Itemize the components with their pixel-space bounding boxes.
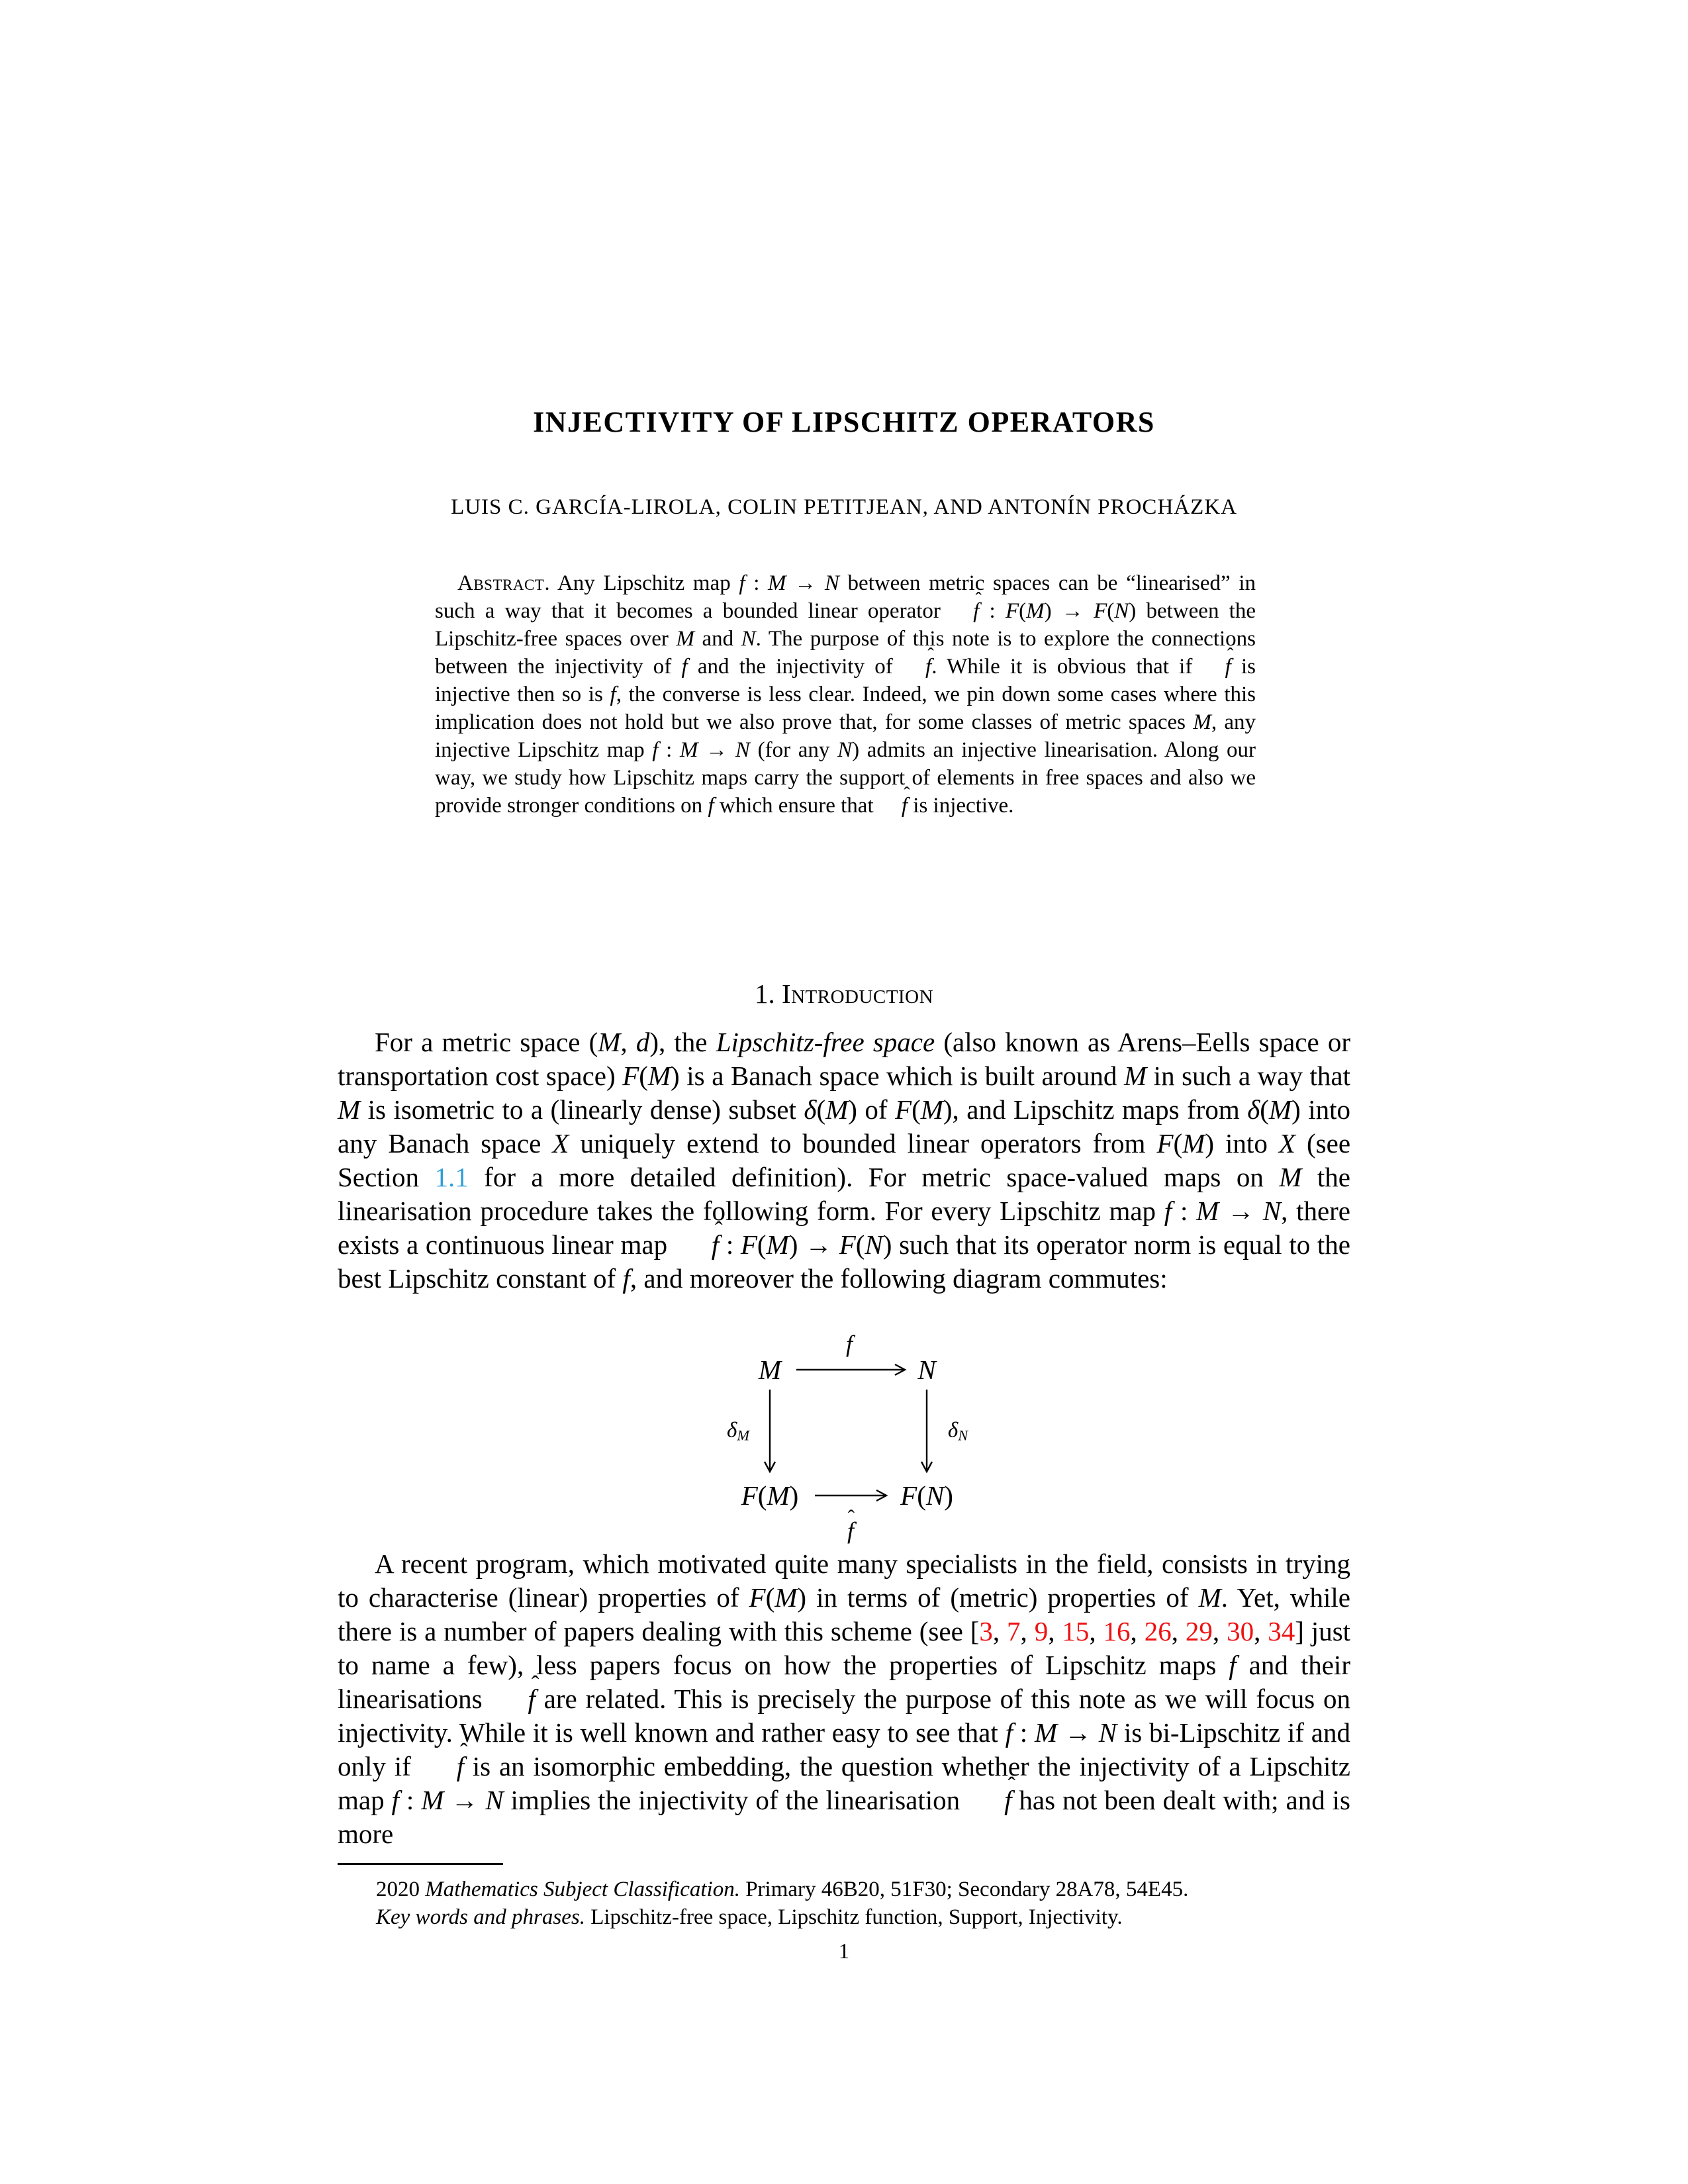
text-run: ) such that its operator norm is equal to the best Lipschitz constant of (338, 1229, 1350, 1294)
text-run: ) → (1044, 599, 1094, 623)
text-run: , the converse is less clear. Indeed, we pin down some cases where this implication does not hold but we also prove that, for some classes of metric spaces (435, 683, 1256, 734)
text-run: M (768, 571, 786, 595)
text-run: → (786, 571, 825, 595)
text-run: δ (804, 1094, 817, 1125)
citation-ref-15[interactable]: 15 (1062, 1616, 1090, 1646)
text-run: ( (917, 1480, 926, 1511)
text-run: . Yet, while there is a number of papers dealing with this scheme (see [ (338, 1582, 1350, 1646)
citation-ref-34[interactable]: 34 (1268, 1616, 1295, 1646)
text-run: M, d (598, 1027, 650, 1057)
text-run: is an isomorphic embedding, the question whether the injectivity of a Lipschitz map (338, 1751, 1350, 1815)
abstract-label: Abstract. (457, 571, 551, 595)
text-run: ), the (649, 1027, 716, 1057)
text-run: N (1098, 1717, 1117, 1748)
text-run: ) is a Banach space which is built around (671, 1061, 1124, 1091)
text-run: Primary 46B20, 51F30; Secondary 28A78, 54E45. (739, 1877, 1189, 1901)
text-run: ) → (788, 1229, 839, 1260)
text-run: M (1182, 1128, 1205, 1159)
citation-ref-30[interactable]: 30 (1227, 1616, 1254, 1646)
text-run: , (1130, 1616, 1145, 1646)
text-run: M (767, 1480, 790, 1511)
text-run: is injective. (908, 794, 1014, 818)
text-run: ( (757, 1480, 767, 1511)
text-run: N (735, 738, 750, 762)
citation-ref-9[interactable]: 9 (1034, 1616, 1049, 1646)
text-run: M (1193, 710, 1211, 734)
text-run: are related. This is precisely the purpose of this note as we will focus on injectivity. While it is well known and rather easy to see that (338, 1684, 1350, 1748)
citation-ref-3[interactable]: 3 (979, 1616, 993, 1646)
text-run: is isometric to a (linearly dense) subset (360, 1094, 804, 1125)
diagram-label-delta-M (727, 1419, 749, 1445)
text-run: X (1278, 1128, 1295, 1159)
text-run: ( (912, 1094, 921, 1125)
text-run: f (622, 1263, 630, 1294)
text-run: f (652, 738, 659, 762)
text-run: between metric spaces can be “linearised” in such a way that it becomes a bounded linear operator (435, 571, 1256, 623)
abstract (435, 569, 1256, 820)
text-run: : (399, 1785, 422, 1815)
text-run: ) admits an injective linearisation. Along our way, we study how Lipschitz maps carry the support of elements in free spaces and also we provide stronger conditions on (435, 738, 1256, 818)
text-run: f ˆ (675, 1231, 719, 1258)
text-run: f (1164, 1196, 1172, 1226)
text-run: N (958, 1427, 968, 1444)
text-run: → (698, 738, 735, 762)
citation-ref-7[interactable]: 7 (1007, 1616, 1021, 1646)
text-run: is bi-Lipschitz if and only if (338, 1717, 1350, 1781)
text-run: f (708, 794, 714, 818)
text-run: F (749, 1582, 766, 1613)
text-run: is injective then so is (435, 655, 1256, 706)
text-run: ( (1173, 1128, 1183, 1159)
text-run: . While it is obvious that if (931, 655, 1203, 679)
text-run: Lipschitz-free space (716, 1027, 935, 1057)
text-run: N (925, 1480, 945, 1511)
text-run: : (979, 599, 1006, 623)
text-run: M (421, 1785, 444, 1815)
text-run: , (1254, 1616, 1268, 1646)
commutative-diagram (679, 1331, 1009, 1546)
text-run: the linearisation procedure takes the following form. For every Lipschitz map (338, 1162, 1351, 1226)
text-run: For a metric space ( (375, 1027, 598, 1057)
abstract-text (435, 571, 1256, 818)
text-run: in such a way that (1147, 1061, 1350, 1091)
text-run: f ˆ (903, 656, 931, 678)
text-run: Introduction (781, 978, 934, 1009)
citation-ref-29[interactable]: 29 (1185, 1616, 1213, 1646)
text-run: which ensure that (714, 794, 879, 818)
text-run: (also known as Arens–Eells space or transportation cost space) (338, 1027, 1350, 1091)
text-run: , any injective Lipschitz map (435, 710, 1256, 762)
text-run: , (1089, 1616, 1103, 1646)
text-run: N (865, 1229, 883, 1260)
text-run: ( (639, 1061, 648, 1091)
text-run: , (1212, 1616, 1227, 1646)
text-run: ) (944, 1480, 953, 1511)
diagram-label-f (846, 1330, 853, 1358)
text-run: f ˆ (967, 1787, 1011, 1814)
text-run: N (824, 571, 839, 595)
text-run: ), and Lipschitz maps from (943, 1094, 1248, 1125)
text-run: ) between the Lipschitz-free spaces over (435, 599, 1256, 651)
text-run: 2020 (376, 1877, 426, 1901)
text-run: → (1219, 1196, 1263, 1226)
text-run: uniquely extend to bounded linear operators from (569, 1128, 1157, 1159)
text-run: ( (1019, 599, 1027, 623)
text-run: implies the injectivity of the linearisation (503, 1785, 968, 1815)
text-run: f (739, 571, 745, 595)
text-run: (see Section (338, 1128, 1351, 1192)
text-run: f (1005, 1717, 1013, 1748)
diagram-node-M (759, 1354, 781, 1386)
citation-ref-26[interactable]: 26 (1144, 1616, 1172, 1646)
text-run: N (1262, 1196, 1282, 1226)
text-run: M (1268, 1094, 1292, 1125)
text-run: M (647, 1061, 671, 1091)
text-run: f ˆ (847, 1519, 854, 1543)
text-run: F (740, 1229, 757, 1260)
text-run: and (694, 627, 741, 651)
text-run: ) into any Banach space (338, 1094, 1350, 1159)
intro-paragraph-2 (338, 1547, 1350, 1851)
text-run: δ (947, 1418, 959, 1443)
text-run: M (774, 1582, 798, 1613)
text-run: F (895, 1094, 912, 1125)
text-run: . The purpose of this note is to explore the connections between the injectivity of (435, 627, 1256, 679)
text-run: ( (1107, 599, 1115, 623)
text-run: f (610, 683, 616, 706)
intro-paragraph-1 (338, 1025, 1350, 1296)
text-run: f (681, 655, 688, 679)
footnote-rule (338, 1863, 503, 1865)
page-number: 1 (838, 1940, 850, 1964)
text-run: M (1034, 1717, 1058, 1748)
text-run: f ˆ (491, 1685, 535, 1713)
text-run: N (917, 1354, 936, 1385)
text-run: M (766, 1229, 789, 1260)
text-run: Lipschitz-free space, Lipschitz function, Support, Injectivity. (585, 1905, 1123, 1929)
text-run: F (622, 1061, 639, 1091)
text-run: ) in terms of (metric) properties of (797, 1582, 1199, 1613)
text-run: → (1057, 1717, 1099, 1748)
text-run: F (1005, 599, 1019, 623)
text-run: f ˆ (1203, 656, 1231, 678)
text-run: , there exists a continuous linear map (338, 1196, 1351, 1260)
text-run: f ˆ (951, 600, 979, 622)
text-run: f (845, 1331, 853, 1357)
text-run: f ˆ (879, 795, 908, 817)
text-run: , (1048, 1616, 1062, 1646)
text-run: 1. (754, 978, 782, 1009)
text-run: F (1094, 599, 1107, 623)
text-run: Mathematics Subject Classification. (425, 1877, 740, 1901)
text-run: M (676, 627, 694, 651)
diagram-label-delta-N (948, 1419, 968, 1445)
text-run: f (391, 1785, 399, 1815)
text-run: M (1123, 1061, 1147, 1091)
text-run: ( (855, 1229, 865, 1260)
diagram-node-FM (741, 1480, 799, 1511)
text-run: M (825, 1094, 849, 1125)
text-run: M (1196, 1196, 1219, 1226)
text-run: f ˆ (420, 1753, 464, 1780)
text-run: δ (1247, 1094, 1260, 1125)
text-run: ] just to name a few), less papers focus on how the properties of Lipschitz maps (338, 1616, 1351, 1680)
footnote-msc (338, 1876, 1350, 1903)
text-run: ( (1260, 1094, 1269, 1125)
text-run: (for any (749, 738, 838, 762)
citation-ref-16[interactable]: 16 (1103, 1616, 1131, 1646)
text-run: X (552, 1128, 569, 1159)
text-run: M (758, 1354, 782, 1385)
text-run: M (1279, 1162, 1302, 1192)
text-run: F (1156, 1128, 1174, 1159)
text-run: ( (757, 1229, 767, 1260)
authors-line: LUIS C. GARCÍA-LIROLA, COLIN PETITJEAN, AND ANTONÍN PROCHÁZKA (451, 495, 1237, 519)
text-run: : (1172, 1196, 1197, 1226)
text-run: F (839, 1229, 856, 1260)
text-run: N (1114, 599, 1129, 623)
text-run: and the injectivity of (687, 655, 904, 679)
text-run: for a more detailed definition). For metric space-valued maps on (468, 1162, 1280, 1192)
text-run: N (837, 738, 853, 762)
text-run: Any Lipschitz map (557, 571, 739, 595)
text-run: Key words and phrases. (376, 1905, 585, 1929)
text-run: : (1012, 1717, 1035, 1748)
text-run: M (920, 1094, 943, 1125)
text-run: and their linearisations (338, 1650, 1350, 1714)
text-run: ) into (1205, 1128, 1279, 1159)
text-run: M (680, 738, 698, 762)
text-run: ( (816, 1094, 826, 1125)
diagram-node-N (917, 1354, 935, 1386)
diagram-node-FN (900, 1480, 953, 1511)
text-run: N (485, 1785, 504, 1815)
text-run: , (1171, 1616, 1186, 1646)
text-run: ) of (848, 1094, 896, 1125)
text-run: F (741, 1480, 758, 1511)
text-run: , and moreover the following diagram commutes: (630, 1263, 1168, 1294)
text-run: ( (765, 1582, 775, 1613)
text-run: M (1198, 1582, 1221, 1613)
text-run: f (1229, 1650, 1237, 1680)
text-run: : (745, 571, 769, 595)
text-run: A recent program, which motivated quite many specialists in the field, consists in trying to characterise (linear) properties of (338, 1548, 1350, 1613)
section-ref-link-1-1[interactable]: 1.1 (434, 1162, 469, 1192)
text-run: , (992, 1616, 1008, 1646)
text-run: : (658, 738, 680, 762)
text-run: : (719, 1229, 741, 1260)
text-run: M (338, 1094, 361, 1125)
text-run: N (741, 627, 756, 651)
text-run: F (900, 1480, 917, 1511)
text-run: has not been dealt with; and is more (338, 1785, 1350, 1849)
text-run: M (1026, 599, 1045, 623)
text-run: , (1020, 1616, 1035, 1646)
text-run: M (737, 1427, 750, 1444)
footnote-keywords (338, 1904, 1350, 1931)
diagram-label-f-hat (847, 1517, 854, 1544)
section-heading-introduction (0, 978, 1688, 1010)
text-run: → (444, 1785, 486, 1815)
paper-title: INJECTIVITY OF LIPSCHITZ OPERATORS (533, 406, 1155, 438)
text-run: δ (726, 1418, 737, 1443)
text-run: ) (789, 1480, 799, 1511)
